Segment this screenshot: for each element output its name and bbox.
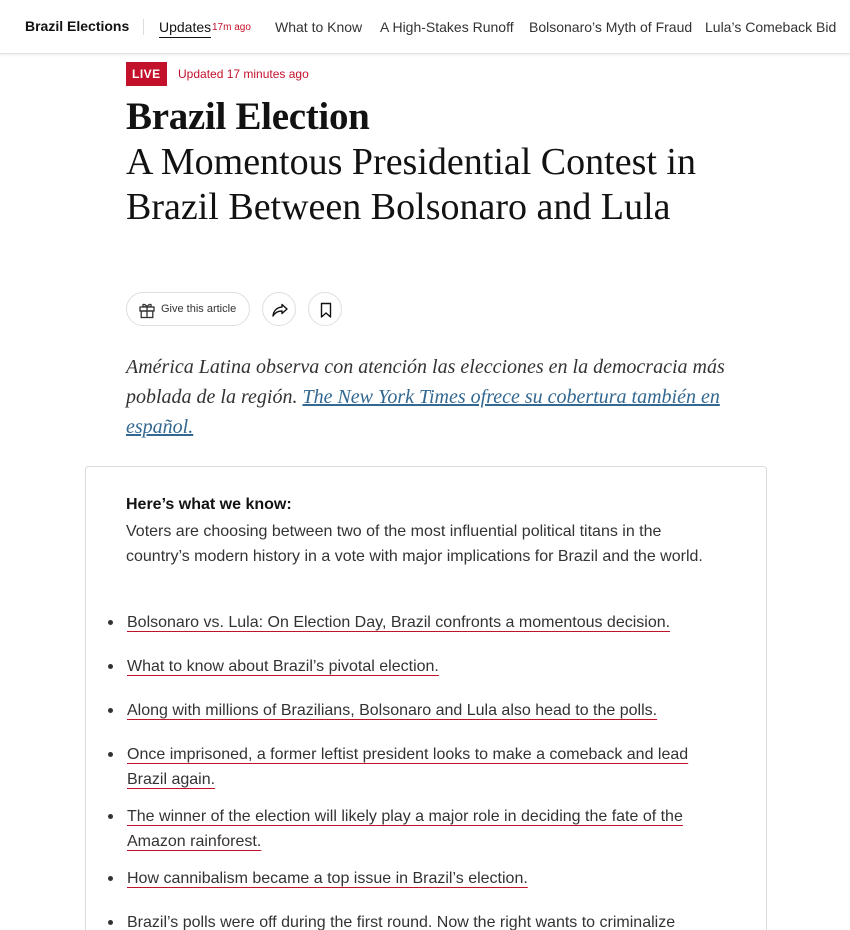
bullet-dot [108,708,113,713]
list-item [108,866,728,891]
list-item [108,610,728,635]
share-button[interactable] [262,292,296,326]
bullet-link[interactable]: Along with millions of Brazilians, Bolsonaro and Lula also head to the polls. [127,702,658,719]
give-article-label: Give this article [161,303,237,315]
top-nav [0,0,850,54]
bullet-dot [108,814,113,819]
nav-item-updates[interactable]: Updates [159,19,211,38]
nav-item-what-to-know[interactable]: What to Know [275,19,363,35]
bullet-link[interactable]: Brazil’s polls were off during the first round. Now the right wants to criminalize [127,914,676,930]
list-item [108,804,728,854]
bullet-link[interactable]: How cannibalism became a top issue in Brazil’s election. [127,870,528,887]
list-item [108,742,718,792]
card-intro: Voters are choosing between two of the most influential political titans in the country’s modern history in a vote with major implications for Brazil and the world. [126,523,703,565]
list-item [108,910,748,930]
live-badge: LIVE [126,62,167,86]
bullet-dot [108,876,113,881]
nav-divider [143,19,144,35]
live-updated-timestamp: Updated 17 minutes ago [178,67,309,81]
summary-text: América Latina observa con atención las elecciones en la democracia más poblada de la región. [126,356,725,408]
bullet-dot [108,664,113,669]
bullet-link[interactable]: Bolsonaro vs. Lula: On Election Day, Brazil confronts a momentous decision. [127,614,671,631]
bookmark-icon [317,301,335,319]
list-item [108,698,728,723]
article-summary [126,352,746,442]
bullet-link[interactable]: The winner of the election will likely play a major role in deciding the fate of the Amazon rainforest. [127,808,683,850]
bullet-link[interactable]: Once imprisoned, a former leftist president looks to make a comeback and lead Brazil again. [127,746,689,788]
section-brand-link[interactable]: Brazil Elections [25,18,130,34]
bullet-dot [108,920,113,925]
bullet-dot [108,752,113,757]
share-icon [271,301,289,319]
nav-item-high-stakes-runoff[interactable]: A High-Stakes Runoff [380,19,514,35]
article-kicker: Brazil Election [126,95,370,138]
bullet-link[interactable]: What to know about Brazil’s pivotal election. [127,658,439,675]
save-button[interactable] [308,292,342,326]
card-heading: Here’s what we know: [126,496,292,513]
nav-item-comeback-bid[interactable]: Lula’s Comeback Bid [705,19,837,35]
spanish-coverage-link[interactable]: The New York Times ofrece su cobertura también en español. [126,386,720,438]
bullet-dot [108,620,113,625]
nav-updates-time: 17m ago [212,22,251,33]
nav-item-myth-of-fraud[interactable]: Bolsonaro’s Myth of Fraud [529,19,693,35]
list-item [108,654,728,679]
gift-icon [138,301,156,319]
give-article-button[interactable] [126,292,250,326]
article-headline: A Momentous Presidential Contest in Brazil Between Bolsonaro and Lula [126,141,696,228]
